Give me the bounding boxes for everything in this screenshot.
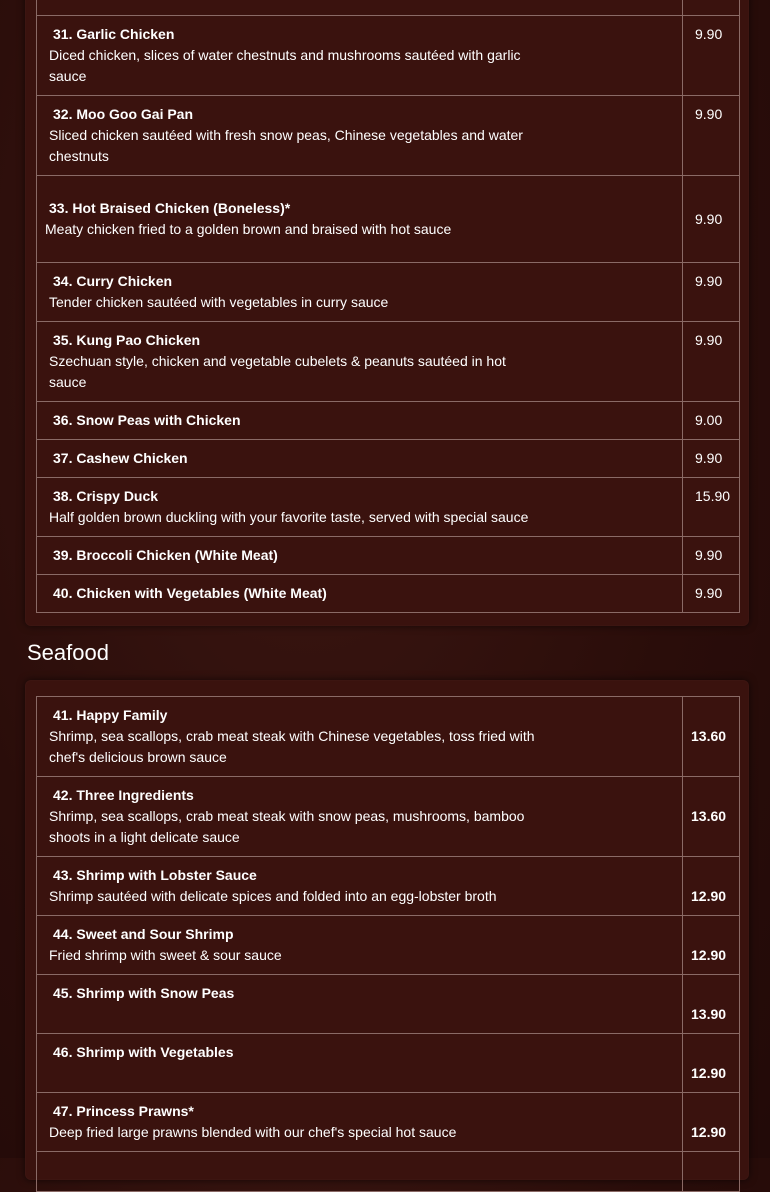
table-row bbox=[37, 537, 740, 575]
table-row bbox=[37, 263, 740, 322]
item-name: 38. Crispy Duck bbox=[53, 488, 159, 504]
item-price: 9.90 bbox=[695, 332, 723, 348]
chicken-menu-panel bbox=[25, 0, 749, 626]
item-price: 13.60 bbox=[691, 728, 727, 744]
table-row bbox=[37, 176, 740, 263]
item-description: Shrimp, sea scallops, crab meat steak with Chinese vegetables, toss fried with chef's delicious brown sauce bbox=[49, 728, 535, 765]
item-name: 35. Kung Pao Chicken bbox=[53, 332, 201, 348]
item-description: Shrimp, sea scallops, crab meat steak with snow peas, mushrooms, bamboo shoots in a light delicate sauce bbox=[49, 808, 525, 845]
item-price: 9.90 bbox=[695, 273, 723, 289]
item-name: 37. Cashew Chicken bbox=[53, 450, 188, 466]
item-name: 45. Shrimp with Snow Peas bbox=[53, 985, 235, 1001]
table-row bbox=[37, 478, 740, 537]
table-row bbox=[37, 777, 740, 857]
table-row bbox=[37, 16, 740, 96]
item-name: 41. Happy Family bbox=[53, 707, 168, 723]
item-description: Shrimp sautéed with delicate spices and folded into an egg-lobster broth bbox=[49, 888, 497, 904]
item-name: 42. Three Ingredients bbox=[53, 787, 194, 803]
item-name: 40. Chicken with Vegetables (White Meat) bbox=[53, 585, 327, 601]
chicken-menu-table bbox=[36, 0, 740, 613]
item-price: 12.90 bbox=[691, 1124, 727, 1140]
item-name: 44. Sweet and Sour Shrimp bbox=[53, 926, 234, 942]
item-description: Deep fried large prawns blended with our chef's special hot sauce bbox=[49, 1124, 457, 1140]
item-name: 32. Moo Goo Gai Pan bbox=[53, 106, 194, 122]
table-row bbox=[37, 440, 740, 478]
item-description: Half golden brown duckling with your favorite taste, served with special sauce bbox=[49, 509, 529, 525]
table-row bbox=[37, 975, 740, 1034]
item-price: 9.00 bbox=[695, 412, 723, 428]
item-price: 9.90 bbox=[695, 210, 723, 227]
table-row bbox=[37, 96, 740, 176]
item-description: Szechuan style, chicken and vegetable cubelets & peanuts sautéed in hot sauce bbox=[49, 353, 506, 390]
item-description: Fried shrimp with sweet & sour sauce bbox=[49, 947, 282, 963]
item-price: 12.90 bbox=[691, 1065, 727, 1081]
item-name: 39. Broccoli Chicken (White Meat) bbox=[53, 547, 278, 563]
item-price: 13.90 bbox=[691, 1006, 727, 1022]
table-row bbox=[37, 857, 740, 916]
item-name: 31. Garlic Chicken bbox=[53, 26, 175, 42]
item-price: 9.90 bbox=[695, 585, 723, 601]
seafood-menu-table bbox=[36, 696, 740, 1192]
item-name: 36. Snow Peas with Chicken bbox=[53, 412, 241, 428]
item-name: 43. Shrimp with Lobster Sauce bbox=[53, 867, 257, 883]
table-row bbox=[37, 575, 740, 613]
item-name: 46. Shrimp with Vegetables bbox=[53, 1044, 234, 1060]
item-description: Diced chicken, slices of water chestnuts and mushrooms sautéed with garlic sauce bbox=[49, 47, 521, 84]
table-row bbox=[37, 697, 740, 777]
item-description: Tender chicken sautéed with vegetables in curry sauce bbox=[49, 294, 389, 310]
table-row bbox=[37, 0, 740, 16]
table-row bbox=[37, 1034, 740, 1093]
item-price: 13.60 bbox=[691, 808, 727, 824]
item-name: 33. Hot Braised Chicken (Boneless)* bbox=[49, 200, 291, 216]
section-title-seafood: Seafood bbox=[27, 640, 109, 665]
item-name: 47. Princess Prawns* bbox=[53, 1103, 194, 1119]
item-description: Sliced chicken sautéed with fresh snow peas, Chinese vegetables and water chestnuts bbox=[49, 127, 523, 164]
item-price: 15.90 bbox=[695, 488, 731, 504]
table-row bbox=[37, 322, 740, 402]
table-row bbox=[37, 916, 740, 975]
item-price: 9.90 bbox=[695, 106, 723, 122]
item-price: 9.90 bbox=[695, 547, 723, 563]
table-row bbox=[37, 1093, 740, 1152]
item-description: Meaty chicken fried to a golden brown and braised with hot sauce bbox=[45, 221, 452, 237]
item-price: 9.90 bbox=[695, 450, 723, 466]
item-price: 12.90 bbox=[691, 888, 727, 904]
item-name: 34. Curry Chicken bbox=[53, 273, 173, 289]
table-row bbox=[37, 402, 740, 440]
item-price: 12.90 bbox=[691, 947, 727, 963]
seafood-menu-panel bbox=[25, 680, 749, 1180]
item-price: 9.90 bbox=[695, 26, 723, 42]
